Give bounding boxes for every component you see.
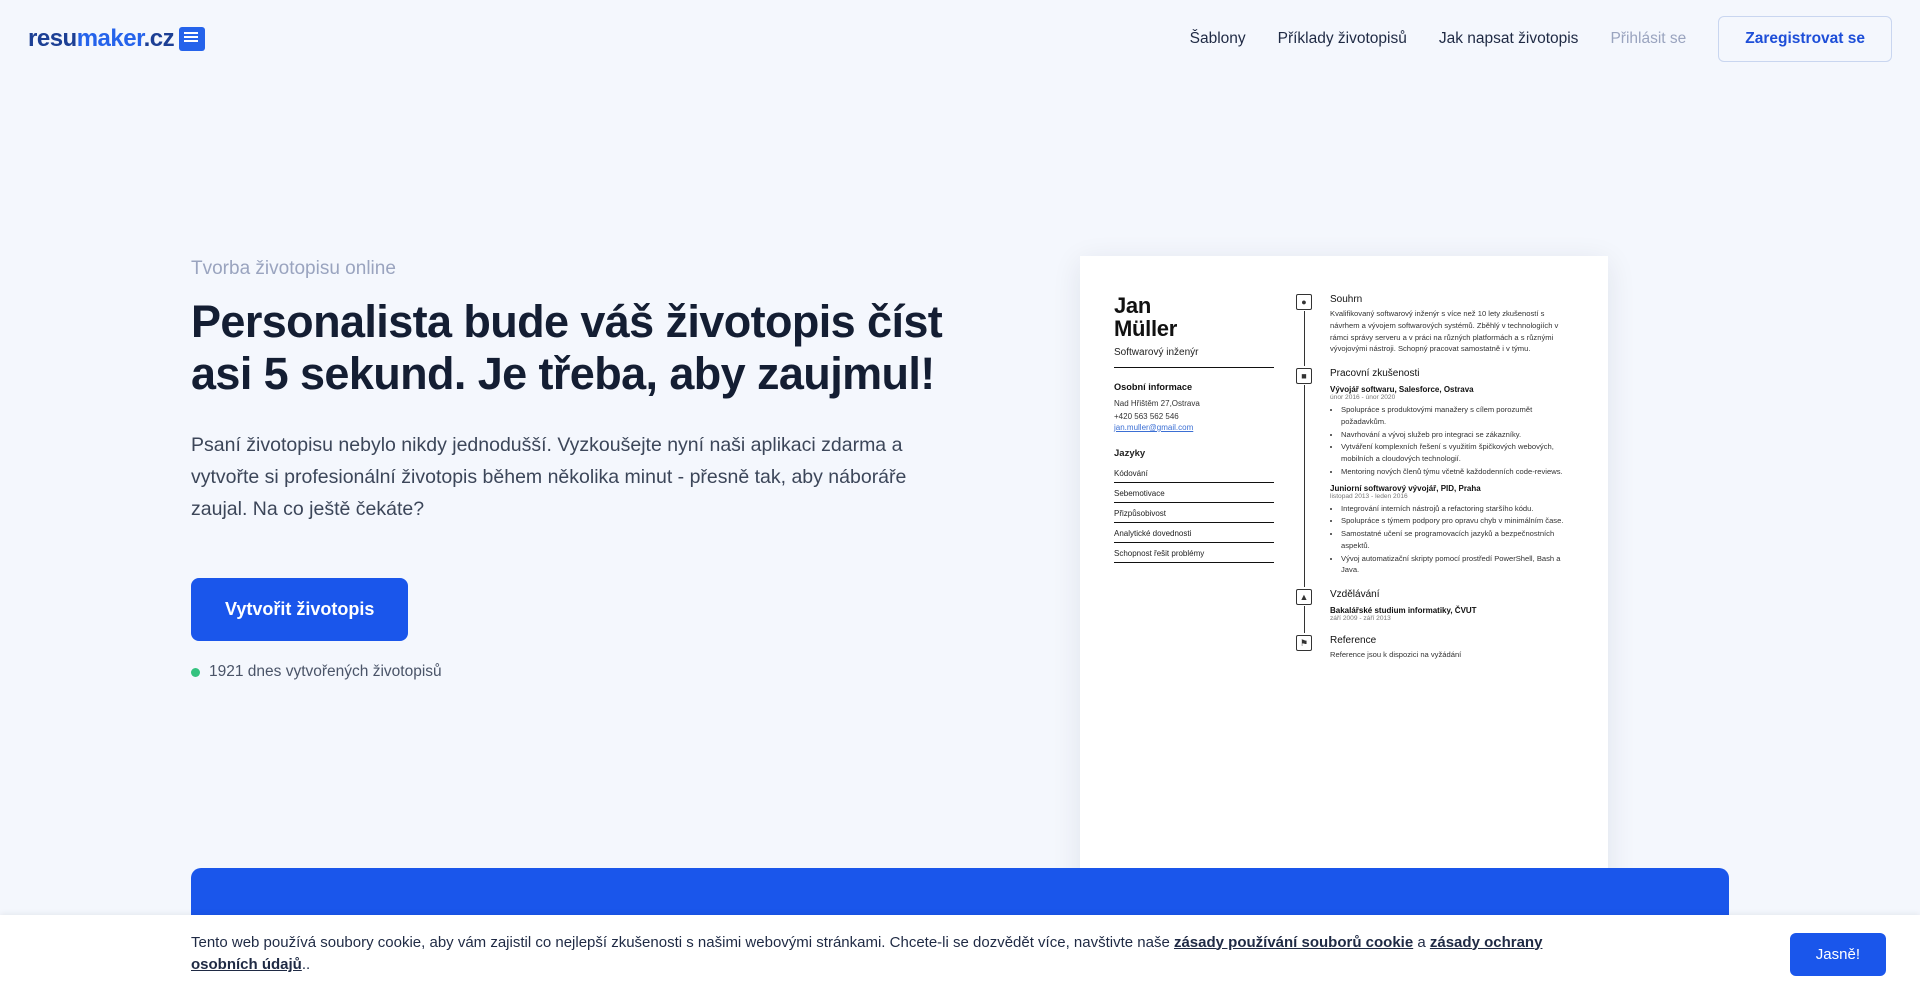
site-header [0, 0, 1920, 78]
resume-counter-label: 1921 dnes vytvořených životopisů [209, 663, 442, 681]
resume-job-date: únor 2016 - únor 2020 [1330, 394, 1396, 402]
hero-subtitle: Psaní životopisu nebylo nikdy jednodušší. Vyzkoušejte nyní naši aplikaci zdarma a vytvořte si profesionální životopis během několika minut - přesně tak, aby náboráře zaujal. Na co ještě čekáte? [191, 434, 907, 520]
resume-bullet: • Navrhování a vývoj služeb pro integraci se zákazníky. [1341, 429, 1574, 441]
resume-education-title: Bakalářské studium informatiky, ČVUT [1330, 606, 1477, 616]
resume-email: jan.muller@gmail.com [1114, 423, 1194, 432]
briefcase-icon: ■ [1296, 368, 1312, 384]
cookie-policy-link[interactable]: zásady používání souborů cookie [1173, 933, 1414, 951]
timeline-line [1304, 606, 1305, 633]
resume-section-heading: Pracovní zkušenosti [1330, 368, 1420, 380]
page-title: Personalista bude váš životopis číst asi 5 sekund. Je třeba, aby zaujmul! [191, 296, 943, 400]
resume-skill-item: Přizpůsobivost [1114, 503, 1274, 523]
resume-bullet: • Integrování interních nástrojů a refactoring staršího kódu. [1341, 503, 1574, 515]
cookie-message [191, 932, 1611, 977]
hero-copy [191, 258, 951, 681]
nav-item-examples[interactable]: Příklady životopisů [1277, 30, 1407, 47]
resume-bullet: • Spolupráce s týmem podpory pro opravu chyb v minimálním čase. [1341, 515, 1574, 527]
resume-role: Softwarový inženýr [1114, 346, 1199, 358]
resume-job-title: Vývojář softwaru, Salesforce, Ostrava [1330, 385, 1474, 395]
resume-section-experience [1296, 368, 1574, 576]
resume-section-paragraph: Reference jsou k dispozici na vyžádání [1330, 650, 1462, 660]
resume-bullet: • Samostatné učení se programovacích jazyků a bezpečnostních aspektů. [1341, 528, 1574, 552]
resume-skill-item: Analytické dovednosti [1114, 523, 1274, 543]
cookie-text-part2: a [1413, 933, 1430, 951]
resume-last-name: Müller [1114, 316, 1177, 342]
resume-job-bullets [1341, 503, 1574, 577]
flag-icon: ⚑ [1296, 635, 1312, 651]
logo-text-main: resu [28, 25, 77, 52]
resume-section-heading: Vzdělávání [1330, 589, 1380, 601]
resume-education-date: září 2009 - září 2013 [1330, 615, 1391, 623]
logo-mark-icon [179, 27, 205, 51]
resume-bullet: • Spolupráce s produktovými manažery s cílem porozumět požadavkům. [1341, 404, 1574, 428]
resume-languages-title: Jazyky [1114, 448, 1146, 459]
resume-address: Nad Hřištěm 27,Ostrava [1114, 398, 1200, 408]
resume-phone: +420 563 562 546 [1114, 411, 1179, 421]
cookie-text-part3: .. [301, 956, 311, 973]
nav-item-templates[interactable]: Šablony [1189, 30, 1246, 47]
status-dot-icon [191, 668, 200, 677]
resume-left-column [1114, 294, 1274, 674]
resume-job-bullets [1341, 404, 1574, 478]
resume-job-date: listopad 2013 - leden 2016 [1330, 492, 1408, 500]
resume-first-name: Jan [1114, 293, 1152, 318]
site-logo[interactable] [28, 25, 205, 53]
resume-section-summary [1296, 294, 1574, 355]
timeline-line [1304, 311, 1305, 366]
logo-text-accent: maker [76, 25, 144, 52]
resume-bullet: • Vytváření komplexních řešení s využitím špičkových webových, mobilních a cloudových technologií. [1341, 441, 1574, 465]
resume-job-title: Juniorní softwarový vývojář, PID, Praha [1330, 483, 1481, 493]
cookie-accept-button[interactable]: Jasně! [1790, 933, 1886, 976]
resume-counter [191, 663, 951, 681]
logo-text-tld: .cz [143, 25, 175, 52]
privacy-policy-link[interactable]: zásady ochrany osobních údajů [191, 933, 1543, 973]
resume-personal-title: Osobní informace [1114, 381, 1193, 392]
resume-bullet: • Vývoj automatizační skripty pomocí prostředí PowerShell, Bash a Java. [1341, 553, 1574, 577]
resume-section-references [1296, 635, 1574, 661]
resume-skill-item: Kódování [1114, 463, 1274, 483]
person-icon: ● [1296, 294, 1312, 310]
logo-text [28, 25, 174, 53]
create-resume-button[interactable]: Vytvořit životopis [191, 578, 408, 641]
cookie-consent-bar [0, 915, 1920, 993]
resume-section-heading: Reference [1330, 635, 1377, 647]
timeline-line [1304, 385, 1305, 587]
resume-skill-item: Sebemotivace [1114, 483, 1274, 503]
resume-preview[interactable] [1080, 256, 1608, 946]
graduation-icon: ▲ [1296, 589, 1312, 605]
hero-eyebrow: Tvorba životopisu online [191, 258, 396, 279]
resume-bullet: • Mentoring nových členů týmu včetně každodenních code-reviews. [1341, 466, 1574, 478]
resume-divider [1114, 367, 1274, 368]
nav-item-howto[interactable]: Jak napsat životopis [1438, 30, 1579, 47]
resume-skill-item: Schopnost řešit problémy [1114, 543, 1274, 563]
register-button[interactable]: Zaregistrovat se [1718, 16, 1892, 62]
resume-section-education [1296, 589, 1574, 622]
resume-right-column [1296, 294, 1574, 674]
resume-section-heading: Souhrn [1330, 294, 1363, 305]
resume-section-paragraph: Kvalifikovaný softwarový inženýr s více než 10 lety zkušeností s návrhem a vývojem softwarových systémů. Zběhlý v technologiích v rámci správy serveru a v práci na různých platformách a s různými vývojovými nástroji. Schopný pracovat samostatně i v týmu. [1330, 309, 1559, 354]
cookie-text-part1: Tento web používá soubory cookie, aby vám zajistil co nejlepší zkušenosti s našimi webovými stránkami. Chcete-li se dozvědět více, navštivte naše [191, 933, 1174, 951]
hero-section [0, 78, 1920, 868]
nav-item-login[interactable]: Přihlásit se [1610, 30, 1687, 47]
resume-document [1080, 256, 1608, 674]
main-navigation [1174, 16, 1892, 62]
